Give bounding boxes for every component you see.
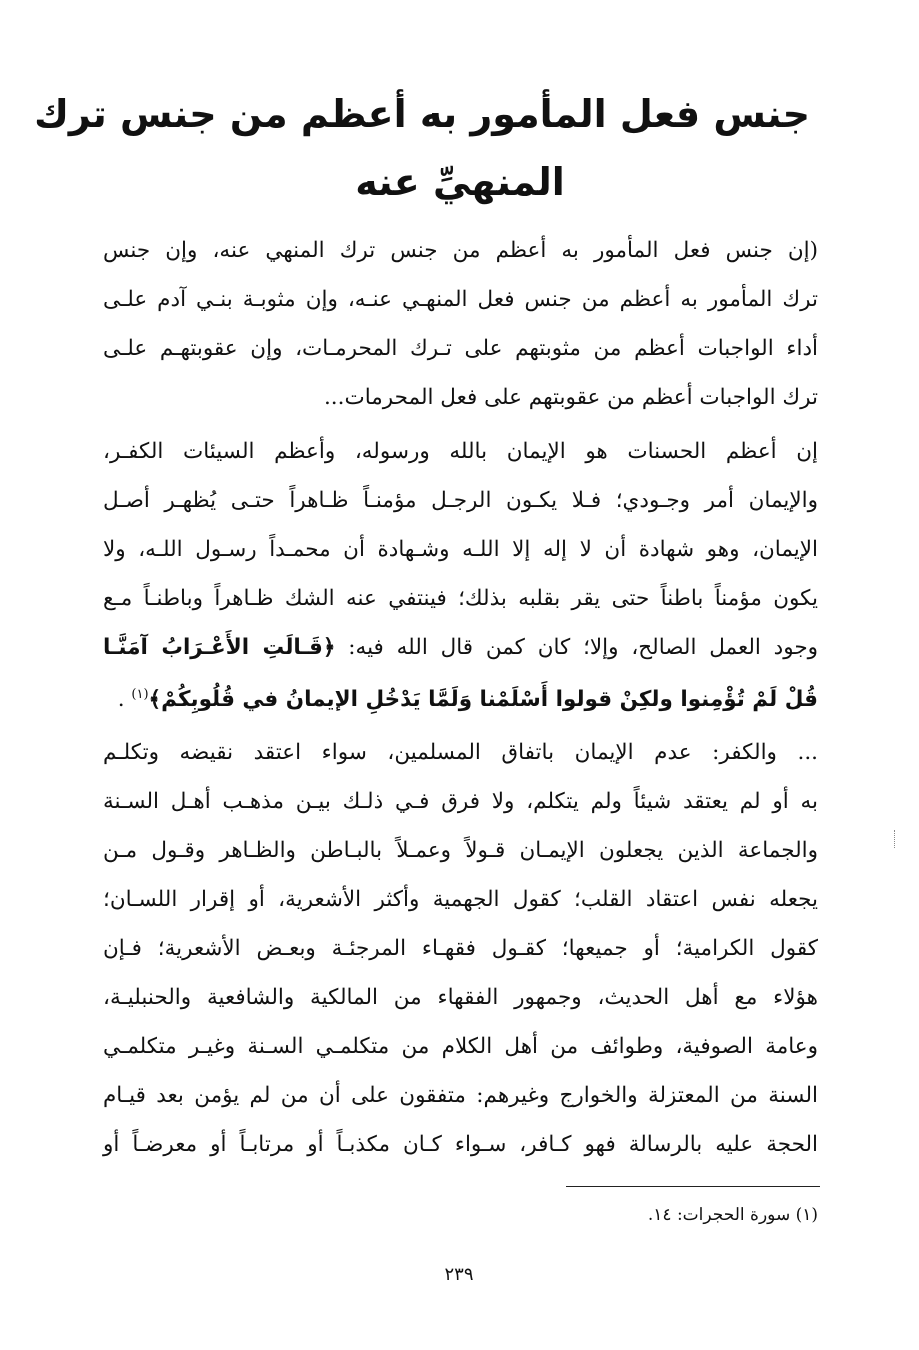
paragraph-2-line-5 bbox=[103, 633, 818, 663]
paragraph-2-line-1: إن أعظم الحسنات هو الإيمان بالله ورسوله، وأعظم السيئات الكفـر، bbox=[103, 439, 818, 464]
paragraph-3-line-6: هؤلاء مع أهل الحديث، وجمهور الفقهاء من المالكية والشافعية والحنبليـة، bbox=[103, 985, 818, 1010]
footnote-reference: (١) bbox=[131, 687, 149, 702]
quran-verse-part-2: قُلْ لَمْ تُؤْمِنوا ولكِنْ قولوا أَسْلَمْنا وَلَمَّا يَدْخُلِ الإيمانُ في قُلُوبِكُمْ﴾ bbox=[148, 687, 818, 713]
quran-verse-part-1: ﴿قَـالَتِ الأَعْـرَابُ آمَنَّـا bbox=[103, 635, 336, 660]
paragraph-1-line-1: (إن جنس فعل المأمور به أعظم من جنس ترك المنهي عنه، وإن جنس bbox=[103, 238, 818, 263]
paragraph-3-line-1: ... والكفر: عدم الإيمان باتفاق المسلمين، سواء اعتقد نقيضه وتكلـم bbox=[103, 740, 818, 765]
footnote-divider bbox=[566, 1186, 820, 1187]
footnote: (١) سورة الحجرات: ١٤. bbox=[647, 1205, 818, 1225]
page-number: ٢٣٩ bbox=[444, 1264, 474, 1285]
paragraph-3-line-8: السنة من المعتزلة والخوارج وغيرهم: متفقون على أن من لم يؤمن بعد قيـام bbox=[103, 1083, 818, 1108]
paragraph-1-line-3: أداء الواجبات أعظم من مثوبتهم على تـرك المحرمـات، وإن عقوبتهـم علـى bbox=[103, 336, 818, 361]
paragraph-2-line-2: والإيمان أمر وجـودي؛ فـلا يكـون الرجـل مؤمنـاً ظـاهراً حتـى يُظهـر أصـل bbox=[103, 488, 818, 513]
paragraph-3-line-5: كقول الكرامية؛ أو جميعها؛ كقـول فقهـاء المرجئـة وبعـض الأشعرية؛ فـإن bbox=[103, 936, 818, 961]
verse-end-period: . bbox=[117, 687, 125, 713]
paragraph-2-line-4: يكون مؤمناً باطناً حتى يقر بقلبه بذلك؛ فينتفي عنه الشك ظـاهراً وباطنـاً مـع bbox=[103, 586, 818, 611]
paragraph-3-line-2: به أو لم يعتقد شيئاً ولم يتكلم، ولا فرق فـي ذلـك بيـن مذهـب أهـل السـنة bbox=[103, 789, 818, 814]
paragraph-1-line-2: ترك المأمور به أعظم من جنس فعل المنهـي عنـه، وإن مثوبـة بنـي آدم علـى bbox=[103, 287, 818, 312]
paragraph-3-line-4: يجعله نفس اعتقاد القلب؛ كقول الجهمية وأكثر الأشعرية، أو إقرار اللسـان؛ bbox=[103, 887, 818, 912]
page-title-line-2: المنهيِّ عنه bbox=[355, 160, 565, 204]
paragraph-3-line-7: وعامة الصوفية، وطوائف من أهل الكلام من متكلمـي السـنة وغيـر متكلمـي bbox=[103, 1034, 818, 1059]
page-title-line-1: جنس فعل المأمور به أعظم من جنس ترك bbox=[34, 92, 810, 136]
paragraph-3-line-9: الحجة عليه بالرسالة فهو كـافر، سـواء كـان مكذبـاً أو مرتابـاً أو معرضـاً أو bbox=[103, 1132, 818, 1157]
paragraph-3-line-3: والجماعة الذين يجعلون الإيمـان قـولاً وعمـلاً بالبـاطن والظـاهر وقـول مـن bbox=[103, 838, 818, 863]
paragraph-1-line-4: ترك الواجبات أعظم من عقوبتهم على فعل المحرمات... bbox=[323, 385, 818, 410]
verse-intro: وجود العمل الصالح، وإلا؛ كان كمن قال الله فيه: bbox=[348, 635, 818, 660]
margin-mark bbox=[894, 830, 901, 848]
paragraph-2-line-6 bbox=[103, 680, 818, 715]
paragraph-2-line-3: الإيمان، وهو شهادة أن لا إله إلا اللـه وشـهادة أن محمـداً رسـول اللـه، ولا bbox=[103, 537, 818, 562]
